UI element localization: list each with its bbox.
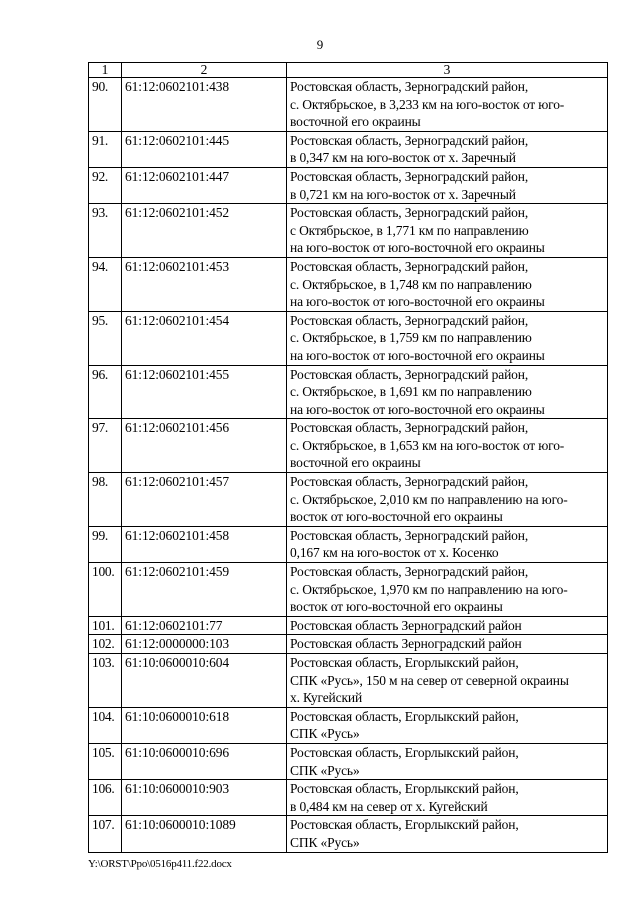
page-number: 9 [316, 37, 324, 52]
table-header-row [89, 63, 608, 78]
header-col-2: 2 [122, 63, 287, 78]
row-number: 92. [89, 167, 122, 203]
location-address: Ростовская область Зерноградский район [287, 635, 608, 654]
row-number: 97. [89, 419, 122, 473]
table-row [89, 654, 608, 708]
row-number: 103. [89, 654, 122, 708]
table-row [89, 616, 608, 635]
cadastral-number: 61:12:0602101:438 [122, 78, 287, 132]
table-row [89, 78, 608, 132]
row-number: 91. [89, 131, 122, 167]
row-number: 102. [89, 635, 122, 654]
row-number: 98. [89, 473, 122, 527]
cadastral-number: 61:12:0602101:447 [122, 167, 287, 203]
location-address: Ростовская область, Зерноградский район, с. Октябрьское, в 1,653 км на юго-восток от юго- восточной его окраины [287, 419, 608, 473]
table-row [89, 707, 608, 743]
cadastral-number: 61:10:0600010:1089 [122, 816, 287, 852]
location-address: Ростовская область, Зерноградский район, с. Октябрьское, в 1,759 км по направлению на юго-восток от юго-восточной его окраины [287, 311, 608, 365]
location-address: Ростовская область, Егорлыкский район, СПК «Русь» [287, 743, 608, 779]
table-row [89, 311, 608, 365]
table-body [89, 63, 608, 853]
land-plots-table [88, 62, 608, 853]
cadastral-number: 61:12:0602101:458 [122, 526, 287, 562]
cadastral-number: 61:10:0600010:903 [122, 780, 287, 816]
location-address: Ростовская область, Зерноградский район, с Октябрьское, в 1,771 км по направлению на юго-восток от юго-восточной его окраины [287, 204, 608, 258]
cadastral-number: 61:12:0602101:445 [122, 131, 287, 167]
location-address: Ростовская область, Зерноградский район, с. Октябрьское, 1,970 км по направлению на юго- восток от юго-восточной его окраины [287, 563, 608, 617]
location-address: Ростовская область Зерноградский район [287, 616, 608, 635]
location-address: Ростовская область, Зерноградский район, с. Октябрьское, в 3,233 км на юго-восток от юго- восточной его окраины [287, 78, 608, 132]
cadastral-number: 61:12:0602101:77 [122, 616, 287, 635]
location-address: Ростовская область, Егорлыкский район, СПК «Русь» [287, 707, 608, 743]
cadastral-number: 61:12:0602101:459 [122, 563, 287, 617]
cadastral-number: 61:12:0602101:452 [122, 204, 287, 258]
cadastral-number: 61:10:0600010:604 [122, 654, 287, 708]
cadastral-number: 61:10:0600010:618 [122, 707, 287, 743]
table-row [89, 473, 608, 527]
cadastral-number: 61:12:0602101:454 [122, 311, 287, 365]
cadastral-number: 61:12:0602101:456 [122, 419, 287, 473]
file-path-footer: Y:\ORST\Ppo\0516p411.f22.docx [88, 858, 232, 870]
location-address: Ростовская область, Егорлыкский район, в 0,484 км на север от х. Кугейский [287, 780, 608, 816]
location-address: Ростовская область, Зерноградский район, в 0,721 км на юго-восток от х. Заречный [287, 167, 608, 203]
table-row [89, 743, 608, 779]
location-address: Ростовская область, Зерноградский район, с. Октябрьское, в 1,748 км по направлению на юго-восток от юго-восточной его окраины [287, 257, 608, 311]
row-number: 101. [89, 616, 122, 635]
table-row [89, 131, 608, 167]
row-number: 104. [89, 707, 122, 743]
table-row [89, 635, 608, 654]
row-number: 106. [89, 780, 122, 816]
table-row [89, 526, 608, 562]
row-number: 96. [89, 365, 122, 419]
table-row [89, 365, 608, 419]
location-address: Ростовская область, Зерноградский район, с. Октябрьское, 2,010 км по направлению на юго- восток от юго-восточной его окраины [287, 473, 608, 527]
location-address: Ростовская область, Егорлыкский район, СПК «Русь» [287, 816, 608, 852]
table-row [89, 816, 608, 852]
header-col-1: 1 [89, 63, 122, 78]
row-number: 107. [89, 816, 122, 852]
table-row [89, 167, 608, 203]
table-row [89, 257, 608, 311]
cadastral-number: 61:10:0600010:696 [122, 743, 287, 779]
cadastral-number: 61:12:0602101:453 [122, 257, 287, 311]
cadastral-number: 61:12:0000000:103 [122, 635, 287, 654]
table-row [89, 419, 608, 473]
cadastral-number: 61:12:0602101:457 [122, 473, 287, 527]
row-number: 99. [89, 526, 122, 562]
row-number: 105. [89, 743, 122, 779]
location-address: Ростовская область, Зерноградский район, в 0,347 км на юго-восток от х. Заречный [287, 131, 608, 167]
table-row [89, 563, 608, 617]
location-address: Ростовская область, Егорлыкский район, СПК «Русь», 150 м на север от северной окраины х. Кугейский [287, 654, 608, 708]
header-col-3: 3 [287, 63, 608, 78]
location-address: Ростовская область, Зерноградский район, 0,167 км на юго-восток от х. Косенко [287, 526, 608, 562]
row-number: 94. [89, 257, 122, 311]
row-number: 95. [89, 311, 122, 365]
row-number: 93. [89, 204, 122, 258]
table-row [89, 780, 608, 816]
location-address: Ростовская область, Зерноградский район, с. Октябрьское, в 1,691 км по направлению на юго-восток от юго-восточной его окраины [287, 365, 608, 419]
row-number: 100. [89, 563, 122, 617]
row-number: 90. [89, 78, 122, 132]
table-row [89, 204, 608, 258]
cadastral-number: 61:12:0602101:455 [122, 365, 287, 419]
